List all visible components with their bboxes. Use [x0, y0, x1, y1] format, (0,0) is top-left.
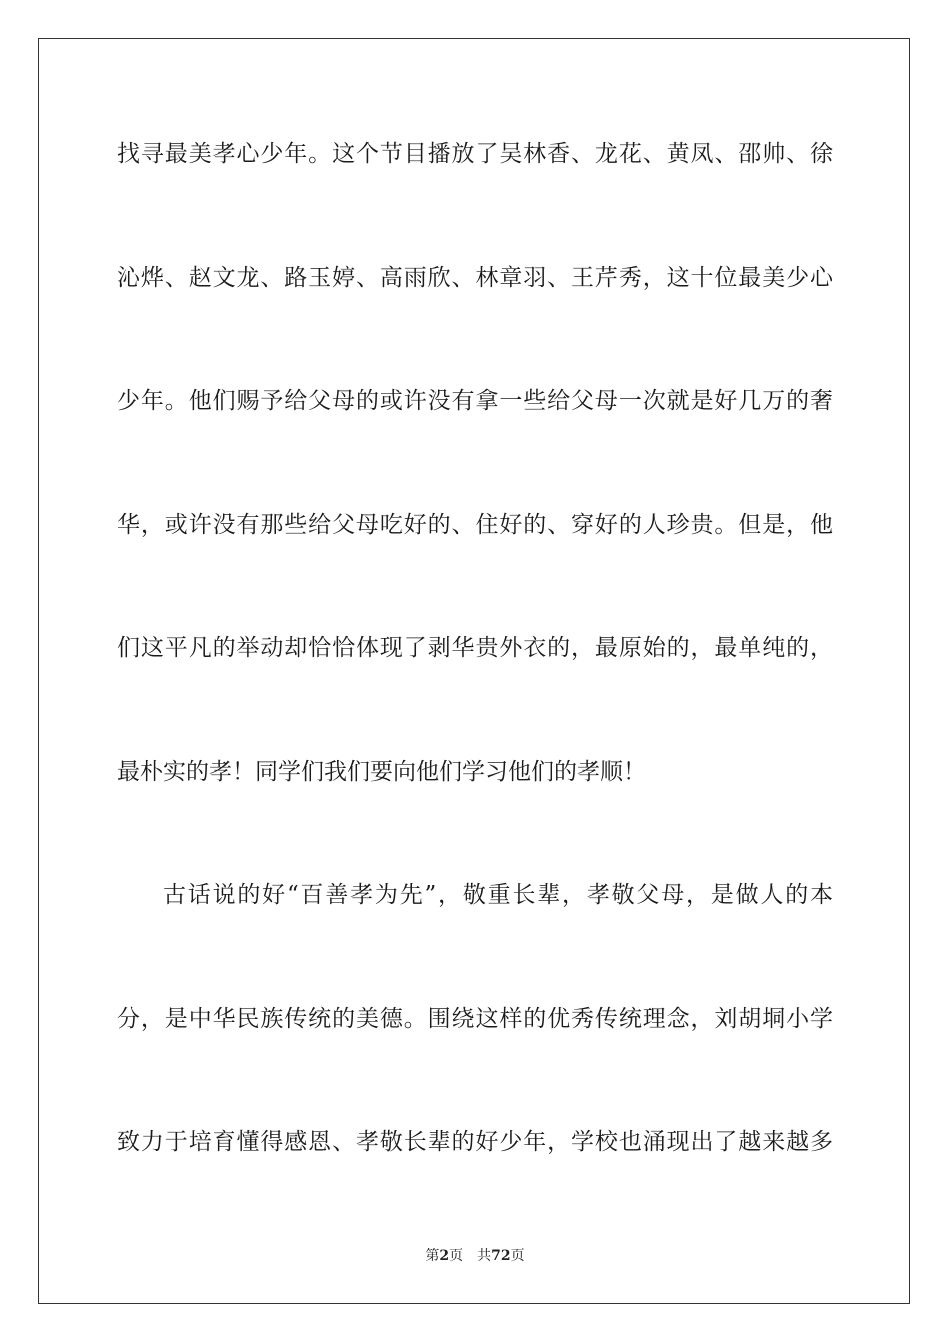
total-pages: 72: [491, 1248, 511, 1264]
total-prefix: 共: [477, 1248, 492, 1264]
total-suffix: 页: [510, 1248, 525, 1264]
text-line: 最朴实的孝！同学们我们要向他们学习他们的孝顺！: [117, 758, 646, 785]
text-line: 分，是中华民族传统的美德。围绕这样的优秀传统理念，刘胡垌小学: [117, 1005, 833, 1032]
page-footer: [0, 1245, 950, 1265]
text-line: 古话说的好“百善孝为先”，敬重长辈，孝敬父母，是做人的本: [163, 882, 833, 908]
page-prefix: 第: [425, 1248, 440, 1264]
text-line: 沁烨、赵文龙、路玉婷、高雨欣、林章羽、王芹秀，这十位最美少心: [117, 264, 833, 291]
page-number: 2: [439, 1248, 450, 1264]
document-body: [117, 128, 833, 1240]
text-line: 们这平凡的举动却恰恰体现了剥华贵外衣的，最原始的，最单纯的，: [117, 635, 833, 661]
page-suffix: 页: [449, 1248, 464, 1264]
text-line: 华，或许没有那些给父母吃好的、住好的、穿好的人珍贵。但是，他: [117, 511, 833, 538]
text-line: 少年。他们赐予给父母的或许没有拿一些给父母一次就是好几万的奢: [117, 388, 833, 414]
text-line: 找寻最美孝心少年。这个节目播放了吴林香、龙花、黄凤、邵帅、徐: [117, 141, 833, 167]
text-line: 致力于培育懂得感恩、孝敬长辈的好少年，学校也涌现出了越来越多: [117, 1129, 833, 1155]
